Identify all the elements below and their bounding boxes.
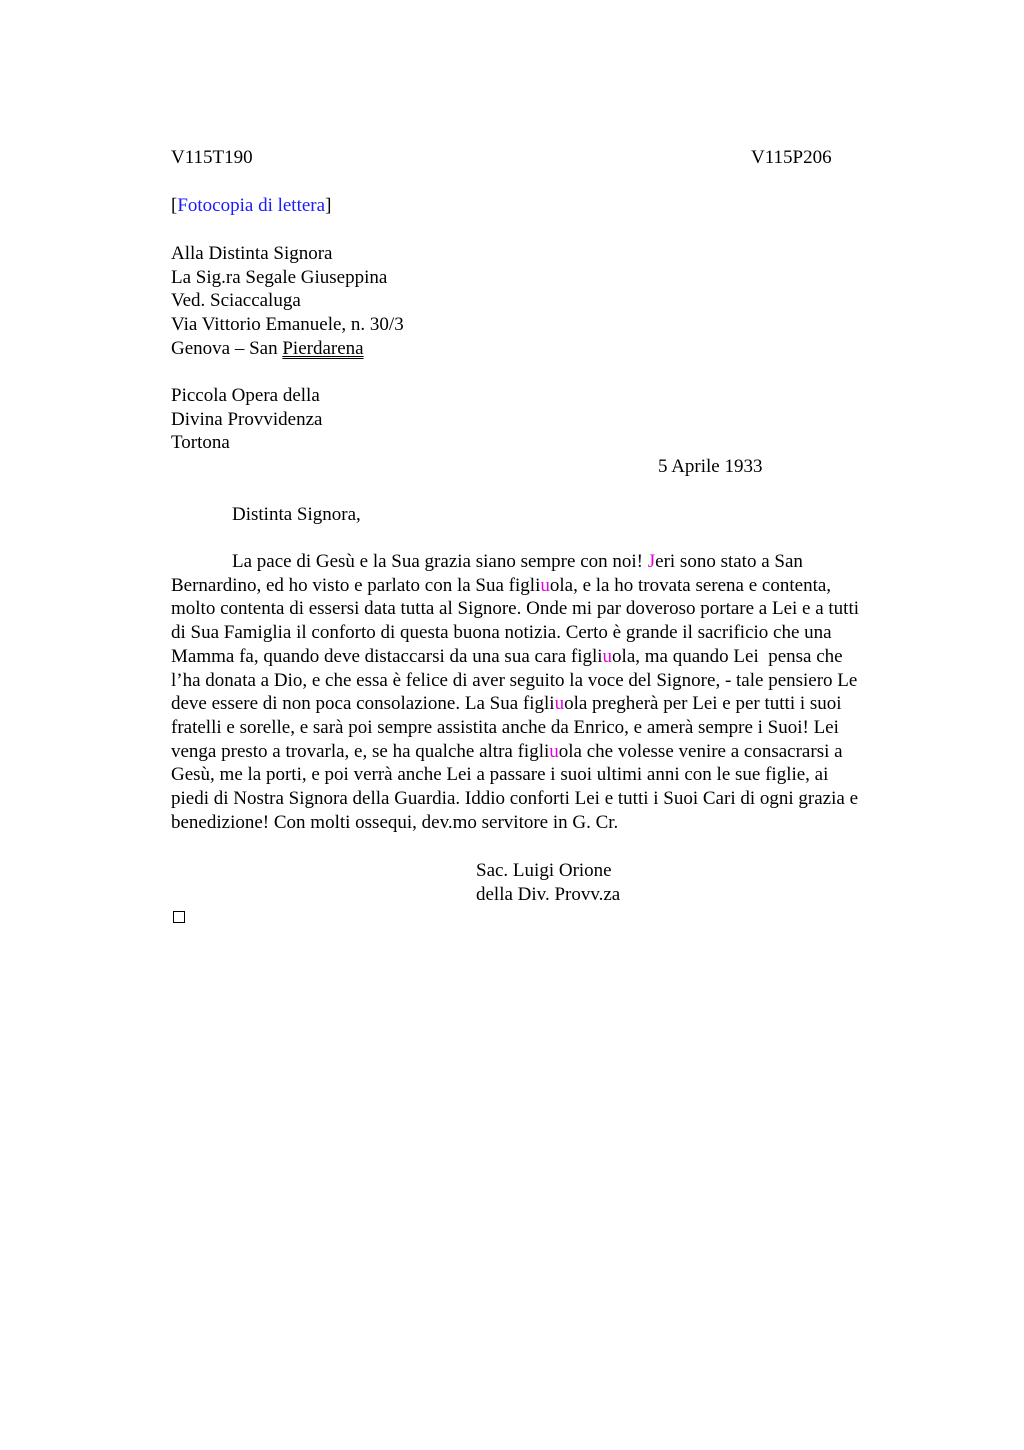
body-text: ola pregherà per Lei e per tutti i suoi [564, 693, 842, 715]
letter-body [171, 550, 951, 834]
sender-address [171, 384, 322, 455]
recipient-line-5 [171, 337, 404, 361]
recipient-line-2: La Sig.ra Segale Giuseppina [171, 266, 388, 288]
recipient-district: Pierdarena [282, 337, 364, 359]
checkbox-icon [173, 911, 185, 923]
body-line [171, 550, 951, 574]
recipient-line-1: Alla Distinta Signora [171, 243, 333, 264]
signature-line-1: Sac. Luigi Orione [476, 860, 612, 881]
highlighted-letter: J [647, 551, 656, 572]
recipient-city: Genova – San [171, 337, 283, 359]
body-text: venga presto a trovarla, e, se ha qualche altra figli [171, 740, 550, 762]
body-line: piedi di Nostra Signora della Guardia. Iddio conforti Lei e tutti i Suoi Cari di ogni grazia e [171, 788, 858, 810]
header-right-code: V115P206 [751, 147, 832, 168]
signature-line-2: della Div. Provv.za [476, 883, 621, 905]
body-text: Bernardino, ed ho visto e parlato con la Sua figli [171, 574, 541, 596]
sender-line-3: Tortona [171, 432, 230, 454]
body-line: Gesù, me la porti, e poi verrà anche Lei a passare i suoi ultimi anni con le sue figlie, ai [171, 764, 829, 786]
body-text: ola che volesse venire a consacrarsi a [558, 740, 843, 762]
highlighted-letter: u [554, 693, 565, 715]
sender-line-1: Piccola Opera della [171, 385, 320, 406]
highlighted-letter: u [540, 574, 550, 596]
recipient-line-3: Ved. Sciaccaluga [171, 290, 301, 312]
note-text: Fotocopia di lettera [177, 195, 326, 216]
recipient-address [171, 242, 404, 361]
body-text: Mamma fa, quando deve distaccarsi da una sua cara figli [171, 645, 603, 667]
sender-line-2: Divina Provvidenza [171, 408, 323, 430]
body-line [171, 574, 951, 598]
body-text: eri sono stato a San [655, 551, 803, 572]
body-text: La pace di Gesù e la Sua grazia siano sempre con noi! [232, 551, 648, 572]
transcription-note [171, 194, 331, 218]
note-close-bracket: ] [325, 195, 332, 216]
body-line: l’ha donata a Dio, e che essa è felice di aver seguito la voce del Signore, - tale pensiero Le [171, 669, 858, 691]
body-text: deve essere di non poca consolazione. La Sua figli [171, 693, 555, 715]
note-open-bracket: [ [171, 195, 178, 216]
highlighted-letter: u [602, 645, 613, 667]
body-line [171, 740, 951, 764]
body-line: di Sua Famiglia il conforto di questa buona notizia. Certo è grande il sacrificio che una [171, 622, 832, 644]
body-text: ola, e la ho trovata serena e contenta, [549, 574, 832, 596]
body-line: benedizione! Con molti ossequi, dev.mo servitore in G. Cr. [171, 811, 619, 833]
body-line: fratelli e sorelle, e sarà poi sempre assistita anche da Enrico, e amerà sempre i Suoi! Lei [171, 716, 839, 738]
highlighted-letter: u [549, 740, 559, 762]
body-line [171, 692, 951, 716]
salutation: Distinta Signora, [232, 504, 361, 525]
body-line [171, 645, 951, 669]
body-text: ola, ma quando Lei pensa che [612, 645, 843, 667]
header-left-code: V115T190 [171, 147, 253, 168]
signature [476, 859, 620, 906]
body-line: molto contenta di essersi data tutta al Signore. Onde mi par doveroso portare a Lei e a tutti [171, 598, 860, 620]
letter-date: 5 Aprile 1933 [658, 456, 763, 477]
recipient-line-4: Via Vittorio Emanuele, n. 30/3 [171, 314, 404, 336]
